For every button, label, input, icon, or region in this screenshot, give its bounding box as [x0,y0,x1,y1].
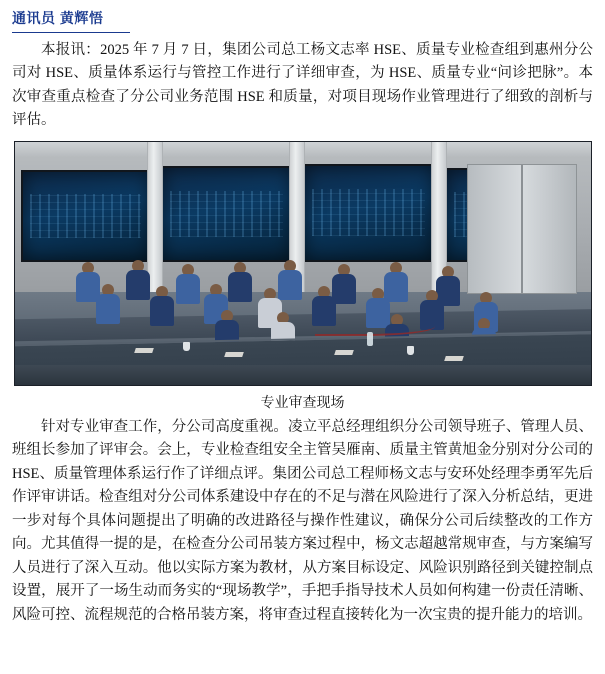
photo-caption: 专业审查现场 [260,395,345,411]
photo-papers [444,356,464,361]
paragraph-1: 本报讯：2025 年 7 月 7 日，集团公司总工杨文志率 HSE、质量专业检查组到惠州分公司对 HSE、质量体系运行与管控工作进行了详细审查，为 HSE、质量专业“问诊把脉”。本次审查重点检查了分公司业务范围 HSE 和质量，对项目现场作业管理进行了细致的剖析与评估。 [12,42,593,129]
photo-person [227,262,253,302]
photo-person [175,264,201,304]
photo-cup [407,346,414,355]
paragraph-2: 针对专业审查工作，分公司高度重视。凌立平总经理组织分公司领导班子、管理人员、班组长参加了评审会。会上，专业检查组安全主管吴雁南、质量主管黄旭金分别对分公司的 HSE、质量管理体系运行作了详细点评。集团公司总工程师杨文志与安环处经理李勇军先后作评审讲话。检查组对分公司体系建设中存在的不足与潜在风险进行了深入分析总结，更进一步对每个具体问题提出了明确的改进路径与操作性建议，确保分公司后续整改的工作方向。尤其值得一提的是，在检查分公司吊装方案过程中，杨文志超越常规审查，与方案编写人员进行了深入互动。他以实际方案为教材，从方案目标设定、风险识别路径到关键控制点设置，展开了一场生动而务实的“现场教学”，手把手指导技术人员如何构建一份责任清晰、风险可控、流程规范的合格吊装方案，将审查过程直接转化为一次宝贵的提升能力的培训。 [12,418,593,623]
photo-cup [183,342,190,351]
photo-bottle [367,332,373,346]
byline: 通讯员 黄辉悟 [12,10,104,26]
photo-window-2 [161,166,293,262]
photo-person [149,286,175,326]
photo-window-1 [21,170,151,262]
byline-block [12,6,593,33]
photo-person [95,284,121,324]
photo-papers [134,348,154,353]
meeting-photo [14,141,592,386]
photo-window-3 [303,164,435,262]
photo-person [125,260,151,300]
photo-container [12,141,593,386]
photo-door [467,164,577,294]
photo-floor [15,365,591,385]
byline-underline [12,32,130,33]
photo-papers [224,352,244,357]
photo-papers [334,350,354,355]
